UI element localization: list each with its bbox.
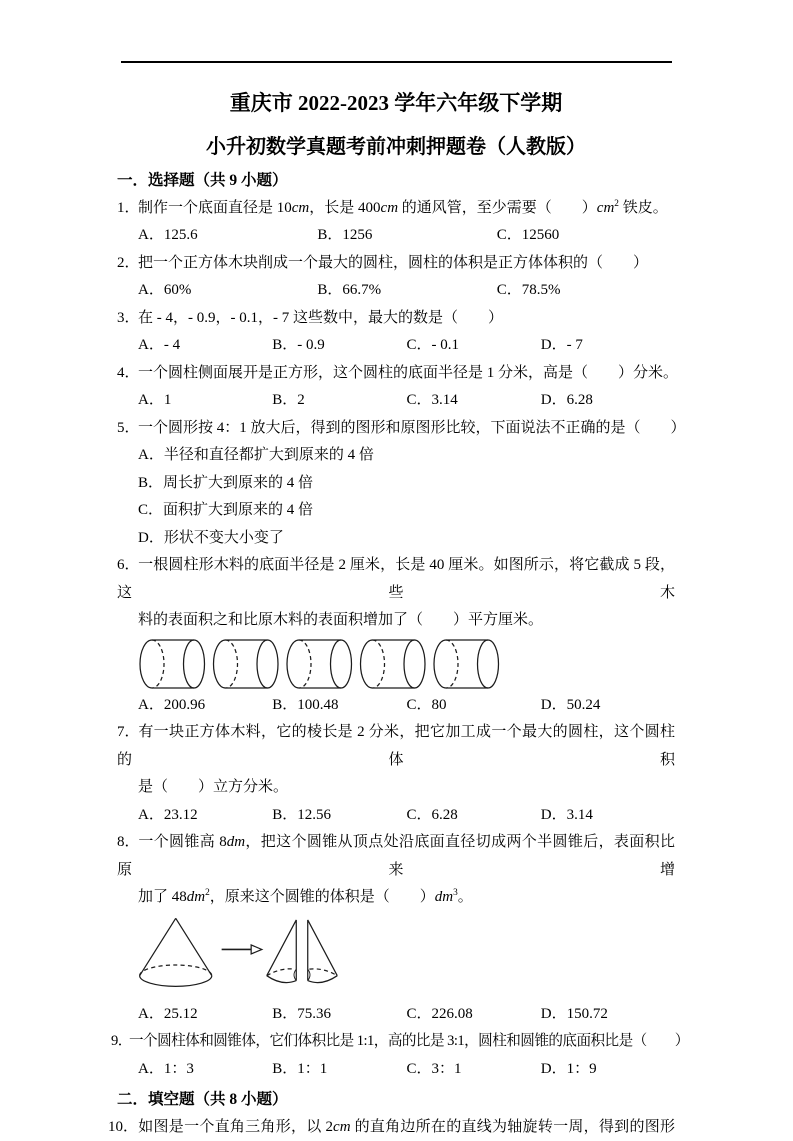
cone-split-figure (138, 915, 343, 997)
q6-figure-five-cylinders (117, 638, 675, 690)
cylinder-segments-figure (138, 638, 502, 690)
q2-option-c: C．78.5% (497, 277, 561, 305)
exam-title-line2: 小升初数学真题考前冲刺押题卷（人教版） (117, 131, 675, 164)
q9-option-b: B．1：1 (272, 1056, 406, 1084)
question-3-options (117, 332, 675, 360)
q5-option-b: B．周长扩大到原来的 4 倍 (117, 470, 675, 498)
q1-option-c: C．12560 (497, 222, 560, 250)
question-3-number: 3． (117, 305, 138, 333)
question-8-text-line2: 加了 $48dm^2$，原来这个圆锥的体积是（ ）$dm^3$。 (117, 884, 675, 912)
q8-option-b: B．75.36 (272, 1001, 406, 1029)
question-10 (117, 1114, 675, 1141)
question-8-text-line1: 一个圆锥高 8dm，把这个圆锥从顶点处沿底面直径切成两个半圆锥后，表面积比原来增 (117, 834, 675, 878)
question-2-number: 2． (117, 250, 138, 278)
q2-option-b: B．66.7% (317, 277, 496, 305)
question-5-number: 5． (117, 415, 138, 443)
exam-title-line1: 重庆市 2022-2023 学年六年级下学期 (117, 87, 675, 120)
question-4 (117, 360, 675, 415)
q6-option-b: B．100.48 (272, 692, 406, 720)
section-fill-heading: 二．填空题（共 8 小题） (117, 1086, 675, 1114)
question-7 (117, 719, 675, 829)
q7-option-a: A．23.12 (138, 802, 272, 830)
question-7-number: 7． (117, 719, 138, 747)
question-6 (117, 552, 675, 719)
q8-figure-cone-split (117, 915, 675, 997)
q5-option-d: D．形状不变大小变了 (117, 525, 675, 553)
q5-option-c: C．面积扩大到原来的 4 倍 (117, 497, 675, 525)
q6-option-a: A．200.96 (138, 692, 272, 720)
question-6-options (117, 692, 675, 720)
q4-option-c: C．3.14 (407, 387, 541, 415)
q1-option-a: A．125.6 (138, 222, 317, 250)
question-3-text: 在 - 4，- 0.9，- 0.1，- 7 这些数中，最大的数是（ ） (138, 310, 503, 326)
q8-option-d: D．150.72 (541, 1001, 608, 1029)
q8-option-c: C．226.08 (407, 1001, 541, 1029)
q4-option-b: B．2 (272, 387, 406, 415)
question-10-number: 10． (108, 1114, 138, 1141)
question-9-text: 一个圆柱体和圆锥体，它们体积比是 1:1，高的比是 3:1，圆柱和圆锥的底面积比是（ ） (129, 1033, 689, 1049)
question-1-number: 1． (117, 195, 138, 223)
q2-option-a: A．60% (138, 277, 317, 305)
q7-option-b: B．12.56 (272, 802, 406, 830)
question-5 (117, 415, 675, 553)
q8-option-a: A．25.12 (138, 1001, 272, 1029)
arrow-icon (251, 944, 262, 953)
q7-option-c: C．6.28 (407, 802, 541, 830)
question-9 (117, 1028, 675, 1083)
q4-option-d: D．6.28 (541, 387, 593, 415)
question-9-number: 9． (111, 1028, 129, 1056)
q4-option-a: A．1 (138, 387, 272, 415)
q9-option-c: C．3：1 (407, 1056, 541, 1084)
question-4-number: 4． (117, 360, 138, 388)
question-6-number: 6． (117, 552, 138, 580)
top-divider (121, 61, 672, 63)
q9-option-a: A．1：3 (138, 1056, 272, 1084)
question-7-text-line1: 有一块正方体木料，它的棱长是 2 分米，把它加工成一个最大的圆柱，这个圆柱的体积 (117, 724, 675, 768)
question-7-text-line2: 是（ ）立方分米。 (117, 774, 675, 802)
question-10-text: 如图是一个直角三角形，以 2cm 的直角边所在的直线为轴旋转一周，得到的图形 (138, 1119, 675, 1135)
question-3 (117, 305, 675, 360)
section-choice-heading: 一．选择题（共 9 小题） (117, 167, 675, 195)
question-2-options (117, 277, 675, 305)
question-6-text-line1: 一根圆柱形木料的底面半径是 2 厘米，长是 40 厘米。如图所示，将它截成 5 段，这些木 (117, 557, 675, 601)
q6-option-d: D．50.24 (541, 692, 601, 720)
q7-option-d: D．3.14 (541, 802, 593, 830)
q9-option-d: D．1：9 (541, 1056, 597, 1084)
question-8 (117, 829, 675, 1028)
question-6-text-line2: 料的表面积之和比原木料的表面积增加了（ ）平方厘米。 (117, 607, 675, 635)
q5-option-a: A．半径和直径都扩大到原来的 4 倍 (117, 442, 675, 470)
question-2-text: 把一个正方体木块削成一个最大的圆柱，圆柱的体积是正方体体积的（ ） (138, 255, 648, 271)
question-9-options (117, 1056, 675, 1084)
question-7-options (117, 802, 675, 830)
question-1 (117, 195, 675, 250)
q3-option-a: A．- 4 (138, 332, 272, 360)
q1-option-b: B．1256 (317, 222, 496, 250)
question-4-options (117, 387, 675, 415)
question-4-text: 一个圆柱侧面展开是正方形，这个圆柱的底面半径是 1 分米，高是（ ）分米。 (138, 365, 678, 381)
question-1-options (117, 222, 675, 250)
question-8-options (117, 1001, 675, 1029)
q3-option-d: D．- 7 (541, 332, 583, 360)
question-1-text: 制作一个底面直径是 10cm，长是 400cm 的通风管，至少需要（ ）$cm^2$ 铁皮。 (138, 200, 668, 216)
q3-option-b: B．- 0.9 (272, 332, 406, 360)
q6-option-c: C．80 (407, 692, 541, 720)
q3-option-c: C．- 0.1 (407, 332, 541, 360)
question-5-text: 一个圆形按 4：1 放大后，得到的图形和原图形比较，下面说法不正确的是（ ） (138, 420, 686, 436)
question-2 (117, 250, 675, 305)
question-8-number: 8． (117, 829, 138, 857)
